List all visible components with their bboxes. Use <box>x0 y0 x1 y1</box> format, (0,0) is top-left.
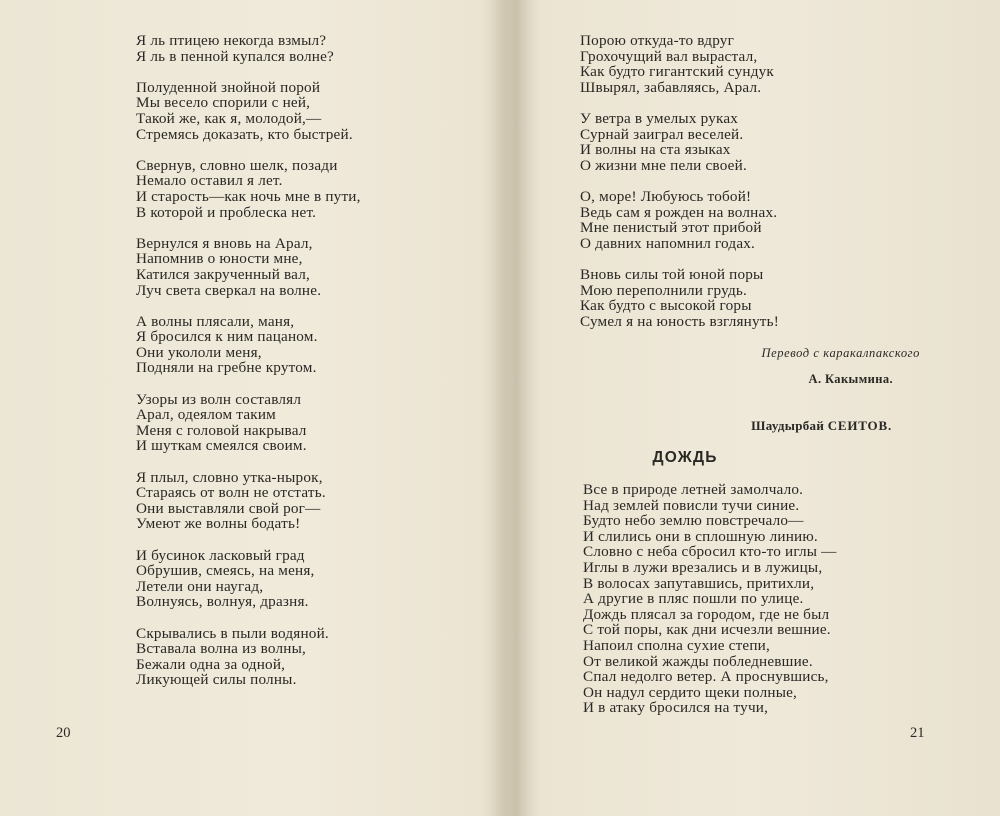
poem-line: Мы весело спорили с ней, <box>136 94 311 112</box>
poem-line: Вернулся я вновь на Арал, <box>136 234 313 252</box>
poem-line: И бусинок ласковый град <box>136 546 305 564</box>
poem-line: Волнуясь, волнуя, дразня. <box>136 593 309 611</box>
poem-line: Все в природе летней замолчало. <box>583 481 804 498</box>
poem-line: Он надул сердито щеки полные, <box>583 683 798 701</box>
poem-line: А волны плясали, маня, <box>136 312 295 330</box>
left-poem-text <box>136 33 466 704</box>
poem-line: Я ль в пенной купался волне? <box>136 47 334 65</box>
poem-line: И шуткам смеялся своим. <box>136 437 307 455</box>
poem-line: Сумел я на юность взглянуть! <box>580 312 780 330</box>
page-number-right: 21 <box>910 725 925 741</box>
poem-line: Словно с неба сбросил кто-то иглы — <box>583 543 837 561</box>
stanza <box>136 236 466 298</box>
poem-line: Над землей повисли тучи синие. <box>583 496 800 514</box>
translator-name: А. Какымина. <box>808 372 893 386</box>
stanza <box>136 626 466 688</box>
poem-line: Меня с головой накрывал <box>136 421 307 439</box>
poem-line: Мне пенистый этот прибой <box>580 219 762 237</box>
stanza <box>580 267 910 329</box>
next-poem-author <box>700 418 892 434</box>
poem-line: С той поры, как дни исчезли вешние. <box>583 621 831 639</box>
poem-line: А другие в пляс пошли по улице. <box>583 590 804 608</box>
poem-line: Катился закрученный вал, <box>136 265 311 283</box>
poem-line: Свернув, словно шелк, позади <box>136 156 338 174</box>
poem-line: Скрывались в пыли водяной. <box>136 624 329 642</box>
poem-line: Стремясь доказать, кто быстрей. <box>136 125 353 143</box>
poem-line: О давних напомнил годах. <box>580 234 756 252</box>
poem-line: Я ль птицею некогда взмыл? <box>136 32 327 49</box>
poem-line: Луч света сверкал на волне. <box>136 281 322 299</box>
poem-line: Умеют же волны бодать! <box>136 515 301 533</box>
poem-line: Арал, одеялом таким <box>136 406 276 424</box>
poem-line: И волны на ста языках <box>580 141 731 159</box>
poem-line: Будто небо землю повстречало— <box>583 512 804 530</box>
poem-line: Спал недолго ветер. А проснувшись, <box>583 668 829 686</box>
stanza <box>136 548 466 610</box>
poem-line: Ведь сам я рожден на волнах. <box>580 203 778 221</box>
poem-line: Вставала волна из волны, <box>136 640 306 658</box>
author-surname: СЕИТОВ. <box>827 418 892 433</box>
poem-line: Узоры из волн составлял <box>136 390 302 408</box>
poem-line: Такой же, как я, молодой,— <box>136 109 322 127</box>
poem-line: Грохочущий вал вырастал, <box>580 47 758 65</box>
poem-line: Они выставляли свой рог— <box>136 499 321 517</box>
poem-line: Полуденной знойной порой <box>136 78 321 96</box>
poem-line: И слились они в сплошную линию. <box>583 527 818 545</box>
poem-line: Летели они наугад, <box>136 577 264 595</box>
right-poem-continuation <box>580 33 910 345</box>
poem-line: Как будто гигантский сундук <box>580 63 774 81</box>
poem-line: О, море! Любуюсь тобой! <box>580 187 752 205</box>
poem-line: От великой жажды побледневшие. <box>583 652 813 670</box>
stanza <box>580 189 910 251</box>
poem-line: Иглы в лужи врезались и в лужицы, <box>583 558 823 576</box>
poem-line: Как будто с высокой горы <box>580 297 752 315</box>
poem-line: Немало оставил я лет. <box>136 172 283 190</box>
poem-line: И в атаку бросился на тучи, <box>583 699 769 717</box>
poem-line: Порою откуда-то вдруг <box>580 32 735 49</box>
poem-line: Напомнив о юности мне, <box>136 250 303 268</box>
poem-line: И старость—как ночь мне в пути, <box>136 187 361 205</box>
rain-poem-text <box>583 482 913 716</box>
poem-line: Мою переполнили грудь. <box>580 281 748 299</box>
poem-line: Я бросился к ним пацаном. <box>136 328 318 346</box>
poem-line: Вновь силы той юной поры <box>580 265 764 283</box>
poem-line: Подняли на гребне крутом. <box>136 359 317 377</box>
poem-title: ДОЖДЬ <box>652 449 718 466</box>
poem-line: Напоил сполна сухие степи, <box>583 636 771 654</box>
author-first-name: Шаудырбай <box>751 418 825 433</box>
translation-note: Перевод с каракалпакского <box>761 346 920 360</box>
right-page <box>505 0 1000 816</box>
poem-line: Сурнай заиграл веселей. <box>580 125 744 143</box>
page-number-left: 20 <box>56 725 71 741</box>
stanza <box>136 314 466 376</box>
poem-line: В которой и проблеска нет. <box>136 203 317 221</box>
stanza <box>580 111 910 173</box>
poem-line: В волосах запутавшись, притихли, <box>583 574 815 592</box>
poem-line: Обрушив, смеясь, на меня, <box>136 562 315 580</box>
poem-line: Бежали одна за одной, <box>136 655 286 673</box>
poem-line: Я плыл, словно утка-нырок, <box>136 468 323 486</box>
poem-line: Ликующей силы полны. <box>136 671 297 689</box>
stanza <box>580 33 910 95</box>
poem-line: О жизни мне пели своей. <box>580 156 747 174</box>
poem-line: Швырял, забавляясь, Арал. <box>580 78 762 96</box>
poem-line: Они укололи меня, <box>136 343 262 361</box>
stanza <box>136 158 466 220</box>
stanza <box>136 392 466 454</box>
stanza <box>136 80 466 142</box>
poem-line: Дождь плясал за городом, где не был <box>583 605 830 623</box>
stanza <box>136 470 466 532</box>
poem-line: Стараясь от волн не отстать. <box>136 484 326 502</box>
poem-line: У ветра в умелых руках <box>580 109 739 127</box>
stanza <box>136 33 466 64</box>
